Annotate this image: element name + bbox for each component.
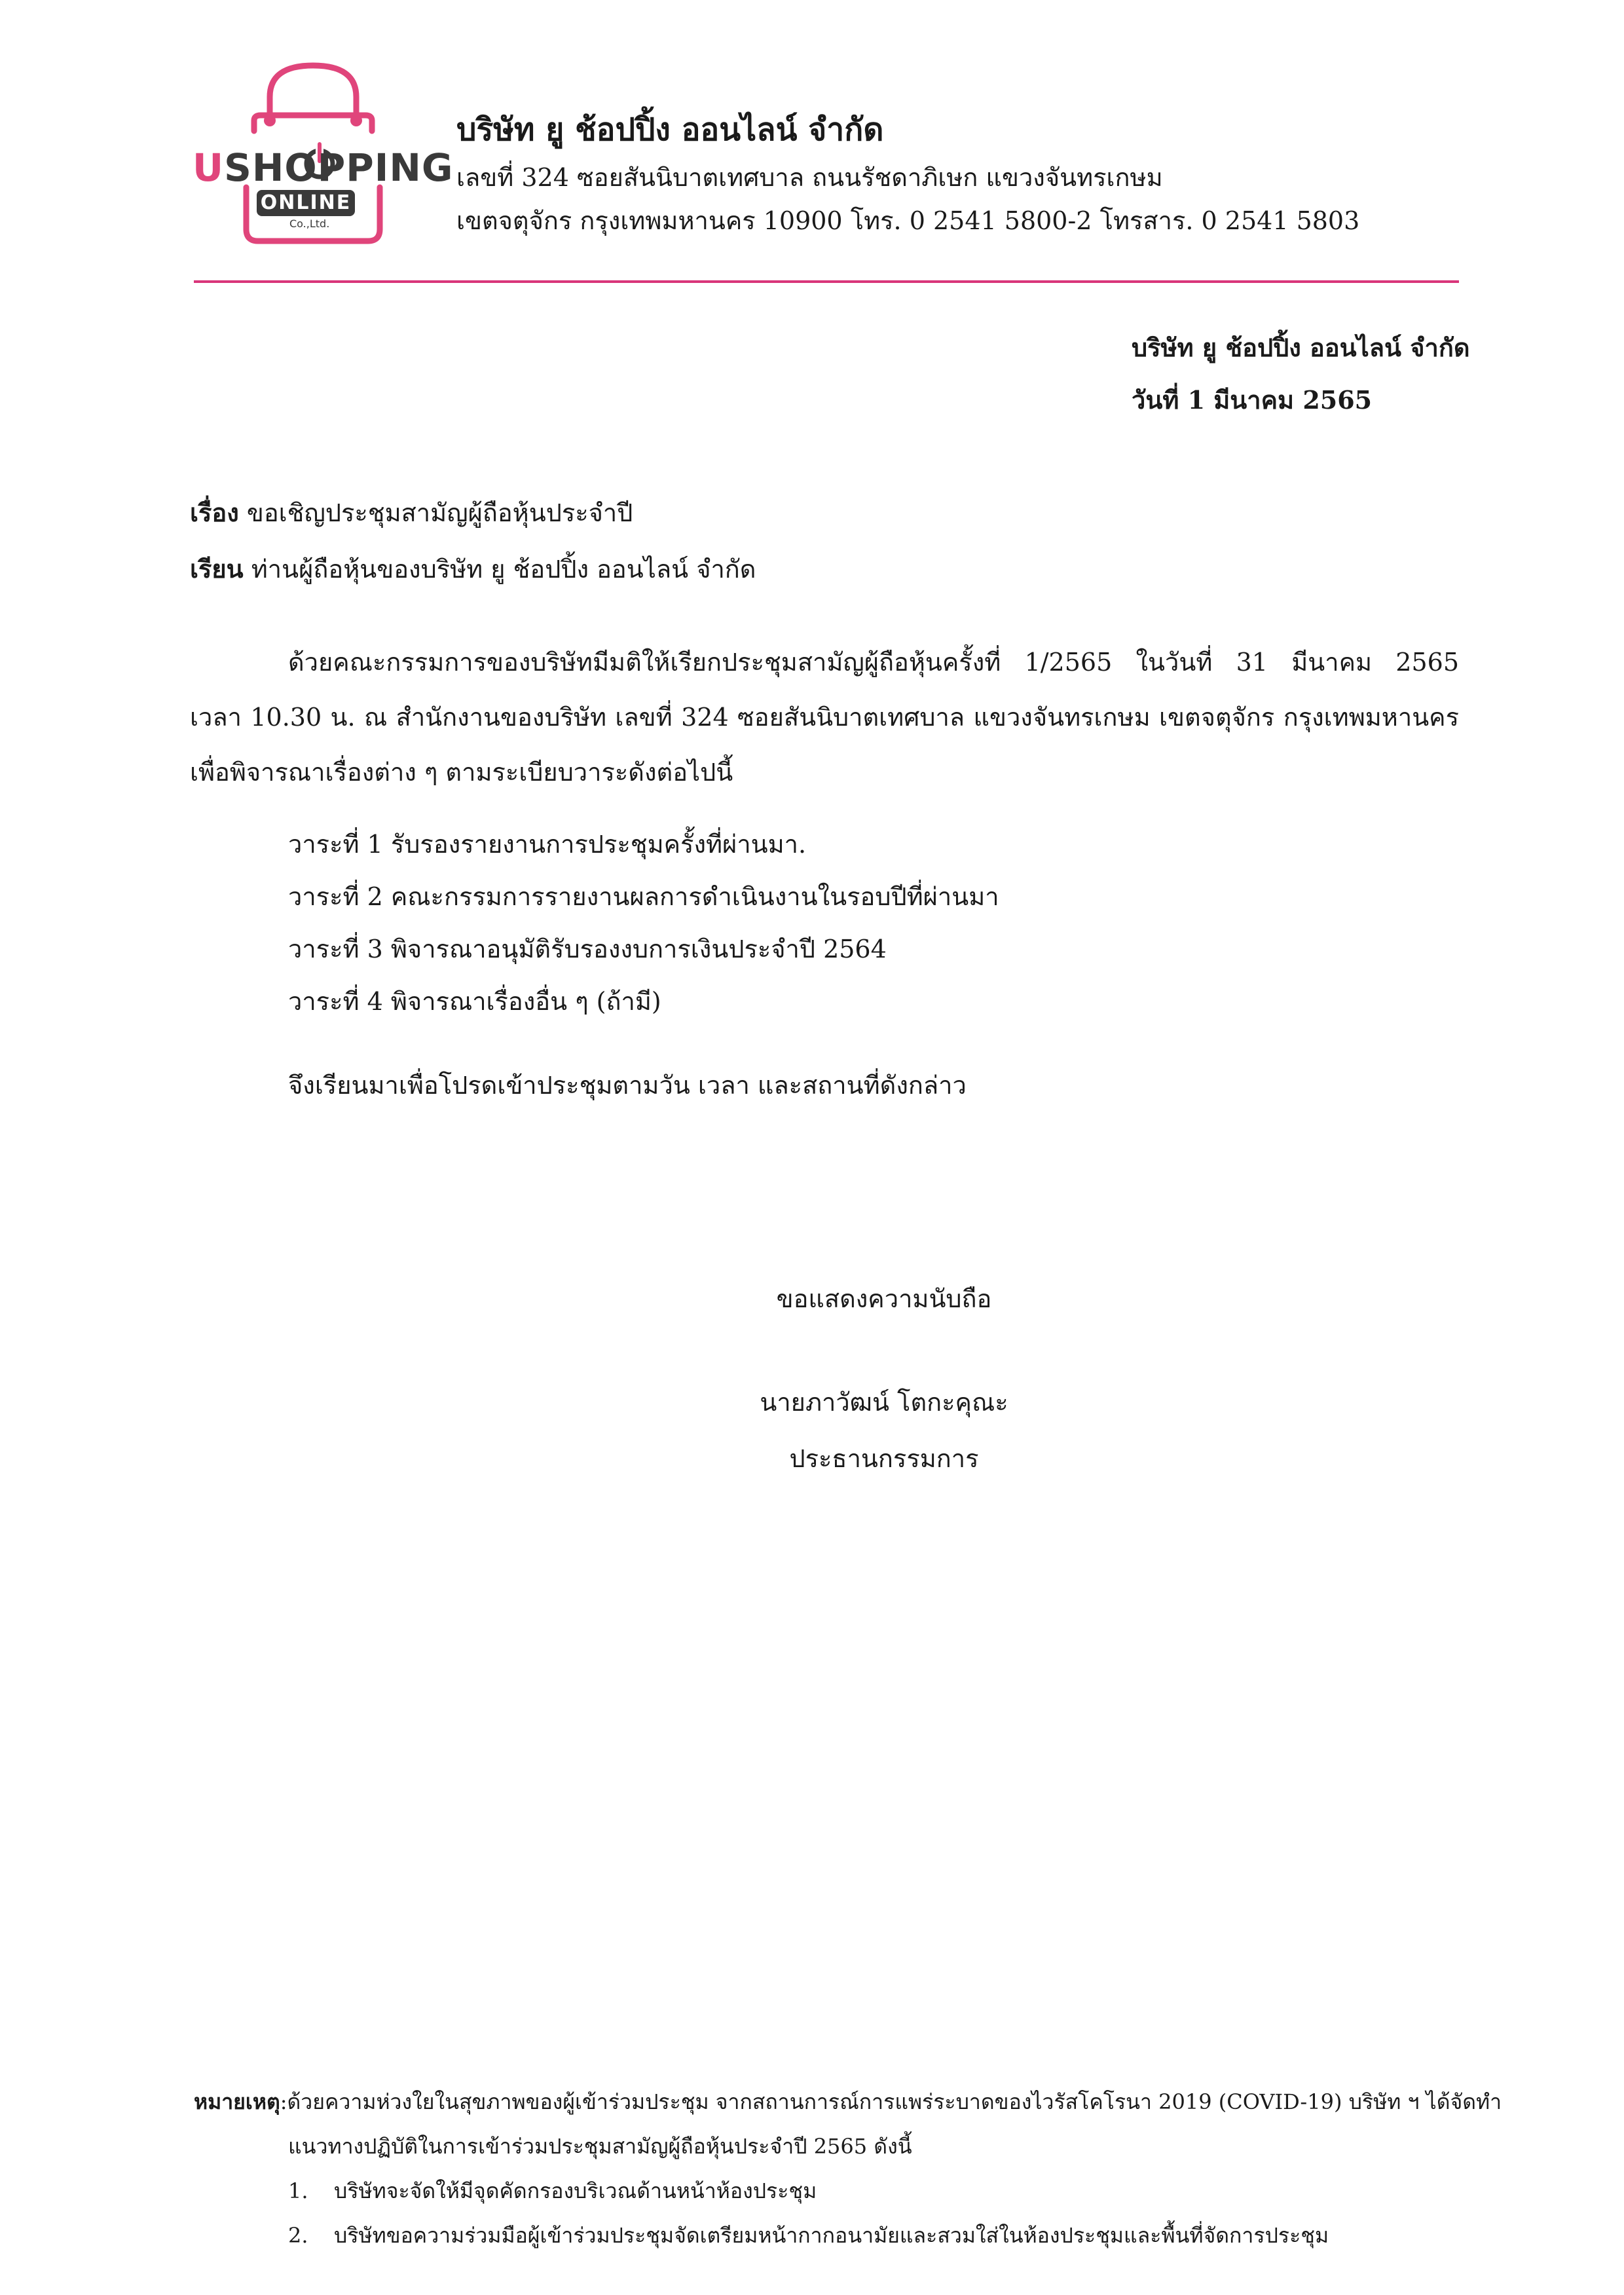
logo-wordmark	[193, 145, 453, 190]
logo-word: SHOPPING	[224, 145, 454, 190]
signature-title: ประธานกรรมการ	[789, 1444, 979, 1473]
subject-text: ขอเชิญประชุมสามัญผู้ถือหุ้นประจำปี	[246, 498, 633, 527]
note-line-2: แนวทางปฏิบัติในการเข้าร่วมประชุมสามัญผู้ถือหุ้นประจำปี 2565 ดังนี้	[288, 2134, 912, 2159]
signature-regards: ขอแสดงความนับถือ	[776, 1284, 992, 1313]
note-line-1	[194, 2085, 1502, 2119]
salutation-text: ท่านผู้ถือหุ้นของบริษัท ยู ช้อปปิ้ง ออนไลน์ จำกัด	[251, 555, 756, 584]
company-logo	[191, 58, 454, 254]
logo-online-badge: ONLINE	[257, 190, 355, 216]
note-item-number: 2.	[288, 2223, 308, 2248]
signature-name: นายภาวัฒน์ โตกะคุณะ	[760, 1388, 1008, 1417]
note-list-item	[288, 2174, 817, 2208]
letterhead-divider	[194, 280, 1459, 283]
agenda-item: วาระที่ 4 พิจารณาเรื่องอื่น ๆ (ถ้ามี)	[288, 987, 661, 1016]
subject-label: เรื่อง	[190, 498, 239, 527]
agenda-item: วาระที่ 1 รับรองรายงานการประชุมครั้งที่ผ่านมา.	[288, 830, 807, 859]
note-item-number: 1.	[288, 2178, 308, 2203]
note-list-item	[288, 2219, 1329, 2252]
salutation-line	[190, 549, 756, 589]
body-line-1: ด้วยคณะกรรมการของบริษัทมีมติให้เรียกประชุมสามัญผู้ถือหุ้นครั้งที่ 1/2565 ในวันที่ 31 มีนาคม 2565	[288, 648, 1459, 677]
subject-line	[190, 493, 633, 532]
letterhead-address-line2: เขตจตุจักร กรุงเทพมหานคร 10900 โทร. 0 2541 5800-2 โทรสาร. 0 2541 5803	[456, 206, 1360, 235]
body-line-3: เพื่อพิจารณาเรื่องต่าง ๆ ตามระเบียบวาระดังต่อไปนี้	[190, 758, 733, 787]
note-label: หมายเหตุ	[194, 2089, 280, 2114]
header-company: บริษัท ยู ช้อปปิ้ง ออนไลน์ จำกัด	[1132, 333, 1470, 362]
salutation-label: เรียน	[190, 554, 244, 584]
body-line-2: เวลา 10.30 น. ณ สำนักงานของบริษัท เลขที่ 324 ซอยสันนิบาตเทศบาล แขวงจันทรเกษม เขตจตุจักร กรุงเทพมหานคร	[190, 703, 1459, 732]
letterhead-company-name: บริษัท ยู ช้อปปิ้ง ออนไลน์ จำกัด	[456, 111, 884, 148]
letter-date: วันที่ 1 มีนาคม 2565	[1132, 385, 1373, 415]
note-item-text: บริษัทจะจัดให้มีจุดคัดกรองบริเวณด้านหน้าห้องประชุม	[334, 2178, 817, 2203]
closing-line: จึงเรียนมาเพื่อโปรดเข้าประชุมตามวัน เวลา และสถานที่ดังกล่าว	[288, 1071, 967, 1100]
logo-letter-u: U	[193, 145, 225, 190]
agenda-item: วาระที่ 2 คณะกรรมการรายงานผลการดำเนินงานในรอบปีที่ผ่านมา	[288, 882, 999, 911]
logo-coltd: Co.,Ltd.	[289, 217, 330, 230]
note-item-text: บริษัทขอความร่วมมือผู้เข้าร่วมประชุมจัดเตรียมหน้ากากอนามัยและสวมใส่ในห้องประชุมและพื้นที่จัดการประชุม	[334, 2223, 1329, 2248]
agenda-item: วาระที่ 3 พิจารณาอนุมัติรับรองงบการเงินประจำปี 2564	[288, 935, 887, 963]
letterhead-address-line1: เลขที่ 324 ซอยสันนิบาตเทศบาล ถนนรัชดาภิเษก แขวงจันทรเกษม	[456, 163, 1163, 192]
note-text: :ด้วยความห่วงใยในสุขภาพของผู้เข้าร่วมประชุม จากสถานการณ์การแพร่ระบาดของไวรัสโคโรนา 2019 (COVID-19) บริษัท ฯ ได้จัดทำ	[280, 2089, 1502, 2114]
